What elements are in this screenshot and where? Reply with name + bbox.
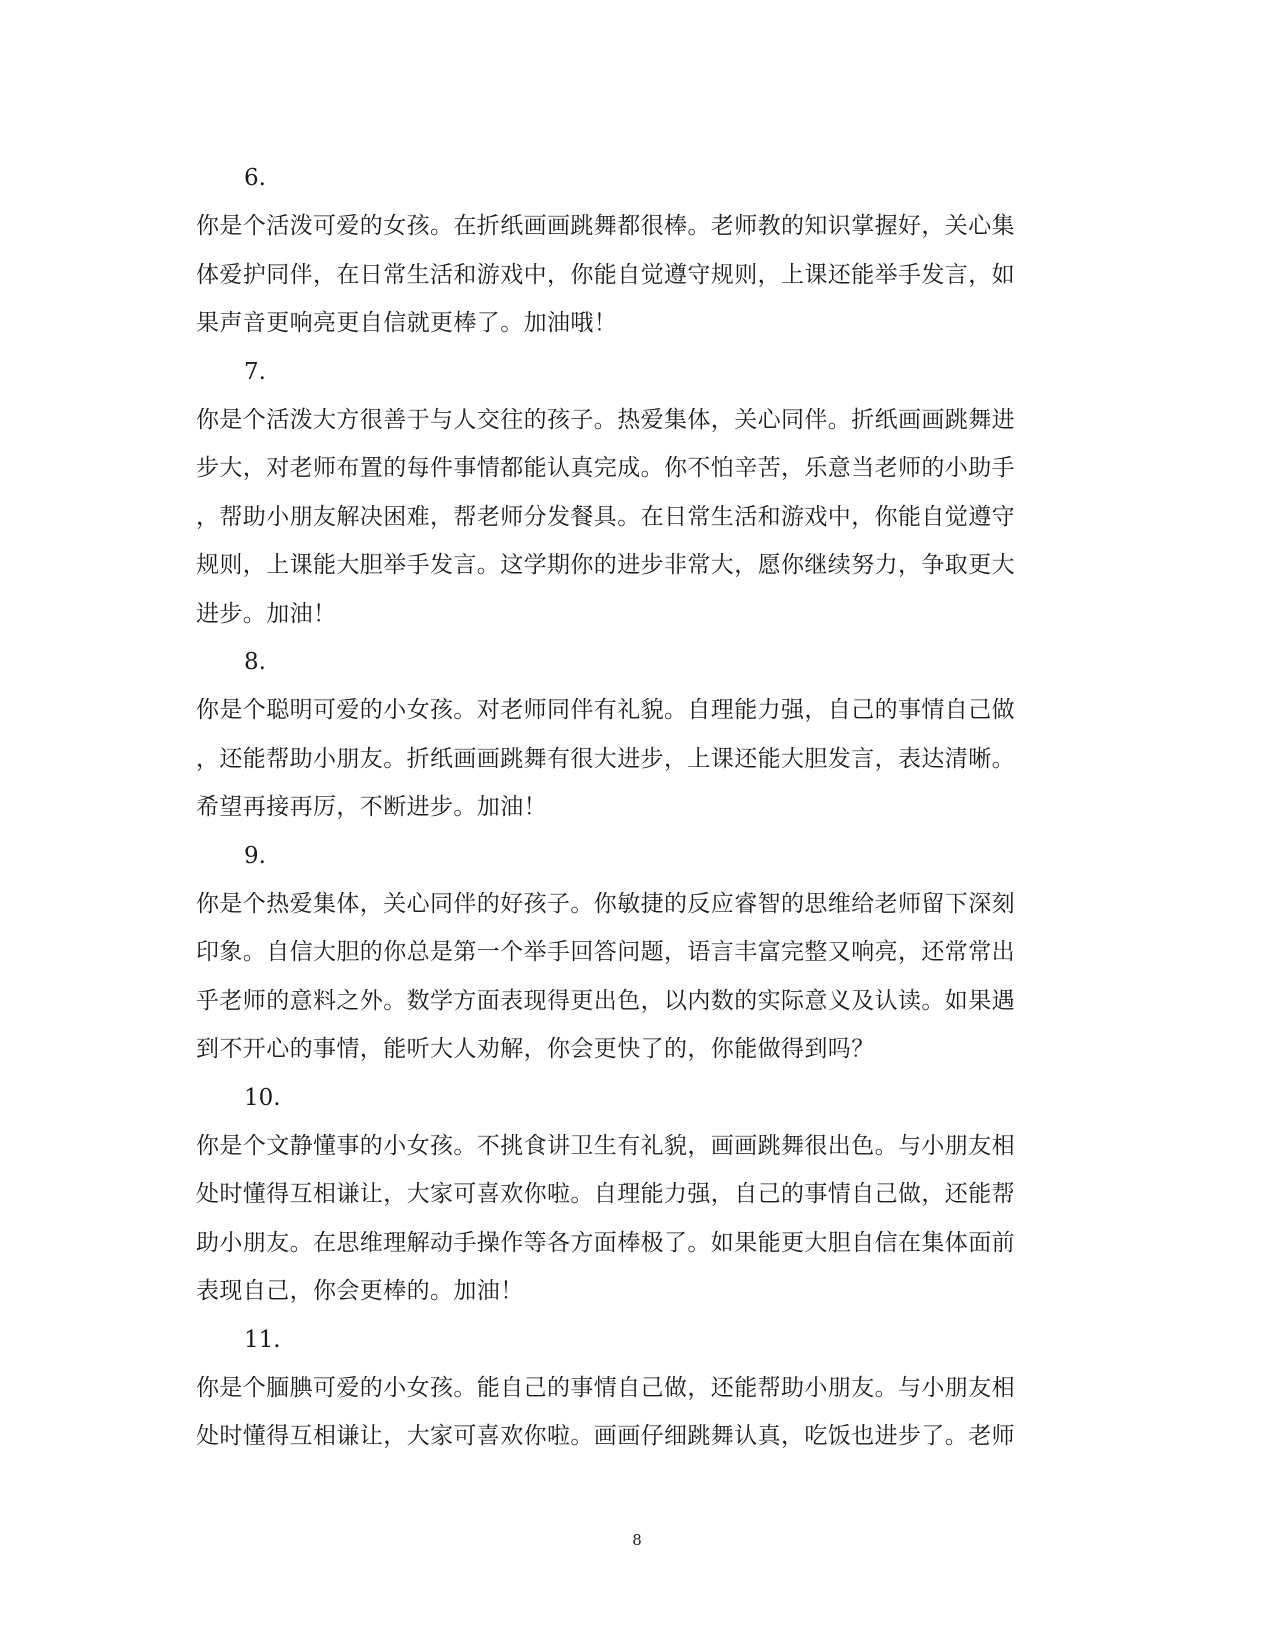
evaluation-entry: [196, 832, 1078, 1074]
entry-text: 你是个腼腆可爱的小女孩。能自己的事情自己做，还能帮助小朋友。与小朋友相 处时懂得互相谦让，大家可喜欢你啦。画画仔细跳舞认真，吃饭也进步了。老师: [196, 1374, 1015, 1449]
entry-number: 6.: [244, 165, 266, 191]
entry-number: 11.: [244, 1326, 281, 1353]
evaluation-entry: [196, 638, 1078, 832]
entry-number: 8.: [244, 649, 266, 675]
entry-text: 你是个活泼可爱的女孩。在折纸画画跳舞都很棒。老师教的知识掌握好，关心集 体爱护同伴，在日常生活和游戏中，你能自觉遵守规则，上课还能举手发言，如 果声音更响亮更自信就更棒了。加油哦！: [196, 213, 1015, 336]
entry-text: 你是个活泼大方很善于与人交往的孩子。热爱集体，关心同伴。折纸画画跳舞进 步大，对老师布置的每件事情都能认真完成。你不怕辛苦，乐意当老师的小助手 ，帮助小朋友解决困难，帮老师分发餐具。在日常生活和游戏中，你能自觉遵守 规则，上课能大胆举手发言。这学期你的进步非常大，愿你继续努力，争取更大 进步。加油！: [196, 406, 1015, 627]
evaluation-entry: [196, 1074, 1078, 1316]
entry-number: 9.: [244, 842, 266, 869]
page-number: 8: [632, 1531, 642, 1549]
entry-number: 10.: [244, 1084, 281, 1111]
entry-text: 你是个聪明可爱的小女孩。对老师同伴有礼貌。自理能力强，自己的事情自己做 ，还能帮助小朋友。折纸画画跳舞有很大进步，上课还能大胆发言，表达清晰。 希望再接再厉，不断进步。加油！: [196, 697, 1015, 820]
entry-text: 你是个文静懂事的小女孩。不挑食讲卫生有礼貌，画画跳舞很出色。与小朋友相 处时懂得互相谦让，大家可喜欢你啦。自理能力强，自己的事情自己做，还能帮 助小朋友。在思维理解动手操作等各方面棒极了。如果能更大胆自信在集体面前 表现自己，你会更棒的。加油！: [196, 1132, 1015, 1304]
evaluation-entry: [196, 1316, 1078, 1461]
evaluation-entry: [196, 348, 1078, 639]
entry-text: 你是个热爱集体，关心同伴的好孩子。你敏捷的反应睿智的思维给老师留下深刻 印象。自信大胆的你总是第一个举手回答问题，语言丰富完整又响亮，还常常出 乎老师的意料之外。数学方面表现得更出色，以内数的实际意义及认读。如果遇 到不开心的事情，能听大人劝解，你会更快了的，你能做得到吗？: [196, 890, 1015, 1062]
evaluation-entry: [196, 154, 1078, 348]
entry-number: 7.: [244, 358, 266, 385]
document-body: [196, 154, 1078, 1461]
